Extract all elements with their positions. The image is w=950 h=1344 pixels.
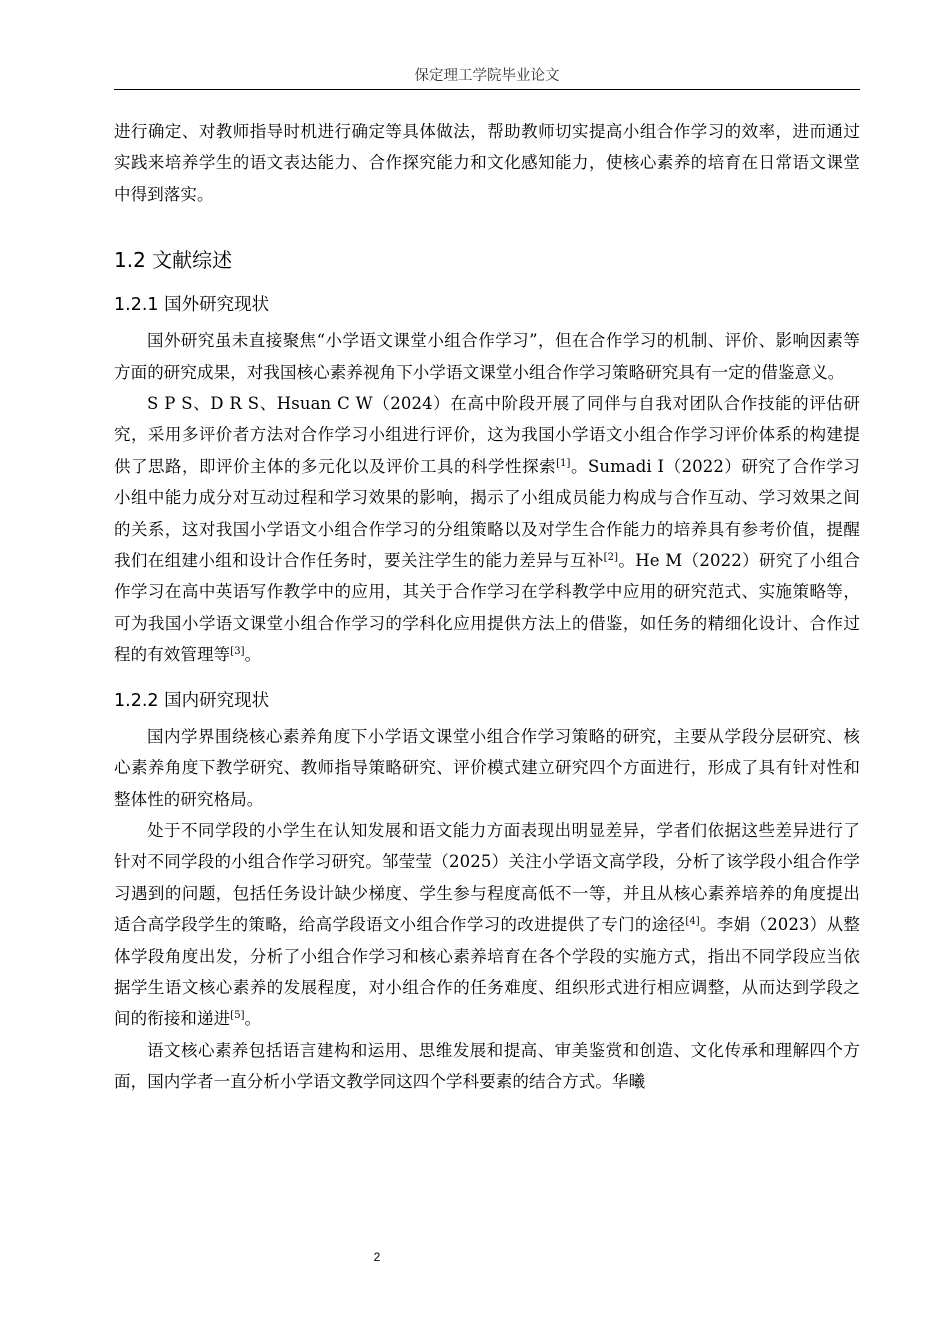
text-run: 。He M（2022）研究了小组合作学习在高中英语写作教学中的应用，其关于合作学习在学科教学中应用的研究范式、实施策略等，可为我国小学语文课堂小组合作学习的学科化应用提供方法上的借鉴，如任务的精细化设计、合作过程的有效管理等 [114,551,860,665]
subsection-heading-domestic-research: 1.2.2 国内研究现状 [114,690,270,711]
text-run: 处于不同学段的小学生在认知发展和语文能力方面表现出明显差异，学者们依据这些差异进行了针对不同学段的小组合作学习研究。邹莹莹（2025）关注小学语文高学段，分析了该学段小组合作学习遇到的问题，包括任务设计缺少梯度、学生参与程度高低不一等，并且从核心素养培养的角度提出适合高学段学生的策略，给高学段语文小组合作学习的改进提供了专门的途径 [114,820,860,935]
header-rule [114,89,860,90]
text-run: 。 [244,1009,262,1029]
text-run: 。李娟（2023）从整体学段角度出发，分析了小组合作学习和核心素养培育在各个学段的实施方式，指出不同学段应当依据学生语文核心素养的发展程度，对小组合作的任务难度、组织形式进行相应调整，从而达到学段之间的衔接和递进 [114,915,860,1029]
domestic-research-paragraph-1: 国内学界围绕核心素养角度下小学语文课堂小组合作学习策略的研究，主要从学段分层研究、核心素养角度下教学研究、教师指导策略研究、评价模式建立研究四个方面进行，形成了具有针对性和整体性的研究格局。 [114,726,860,809]
citation-ref-5: [5] [230,1010,245,1022]
citation-ref-4: [4] [685,916,700,928]
section-heading-literature-review: 1.2 文献综述 [114,248,233,273]
citation-ref-2: [2] [603,552,619,564]
domestic-research-paragraph-3: 语文核心素养包括语言建构和运用、思维发展和提高、审美鉴赏和创造、文化传承和理解四个方面，国内学者一直分析小学语文教学同这四个学科要素的结合方式。华曦 [114,1040,860,1092]
foreign-research-paragraph-2 [114,388,860,671]
domestic-research-paragraph-2 [114,815,860,1035]
running-header: 保定理工学院毕业论文 [414,68,560,84]
citation-ref-1: [1] [556,457,571,469]
text-run: S P S、D R S、Hsuan C W（2024）在高中阶段开展了同伴与自我对团队合作技能的评估研究，采用多评价者方法对合作学习小组进行评价，这为我国小学语文小组合作学习评价体系的构建提供了思路，即评价主体的多元化以及评价工具的科学性探索 [114,394,860,476]
citation-ref-3: [3] [230,646,245,658]
text-run: 。Sumadi I（2022）研究了合作学习小组中能力成分对互动过程和学习效果的影响，揭示了小组成员能力构成与合作互动、学习效果之间的关系，这对我国小学语文小组合作学习的分组策略以及对学生合作能力的培养具有参考价值，提醒我们在组建小组和设计合作任务时，要关注学生的能力差异与互补 [114,456,860,571]
subsection-heading-foreign-research: 1.2.1 国外研究现状 [114,295,270,316]
page-number: 2 [373,1250,381,1264]
body-text [114,116,860,1098]
foreign-research-paragraph-1: 国外研究虽未直接聚焦“小学语文课堂小组合作学习”，但在合作学习的机制、评价、影响因素等方面的研究成果，对我国核心素养视角下小学语文课堂小组合作学习策略研究具有一定的借鉴意义。 [114,331,860,382]
intro-paragraph: 进行确定、对教师指导时机进行确定等具体做法，帮助教师切实提高小组合作学习的效率，进而通过实践来培养学生的语文表达能力、合作探究能力和文化感知能力，使核心素养的培育在日常语文课堂中得到落实。 [114,122,860,204]
text-run: 。 [244,645,262,665]
